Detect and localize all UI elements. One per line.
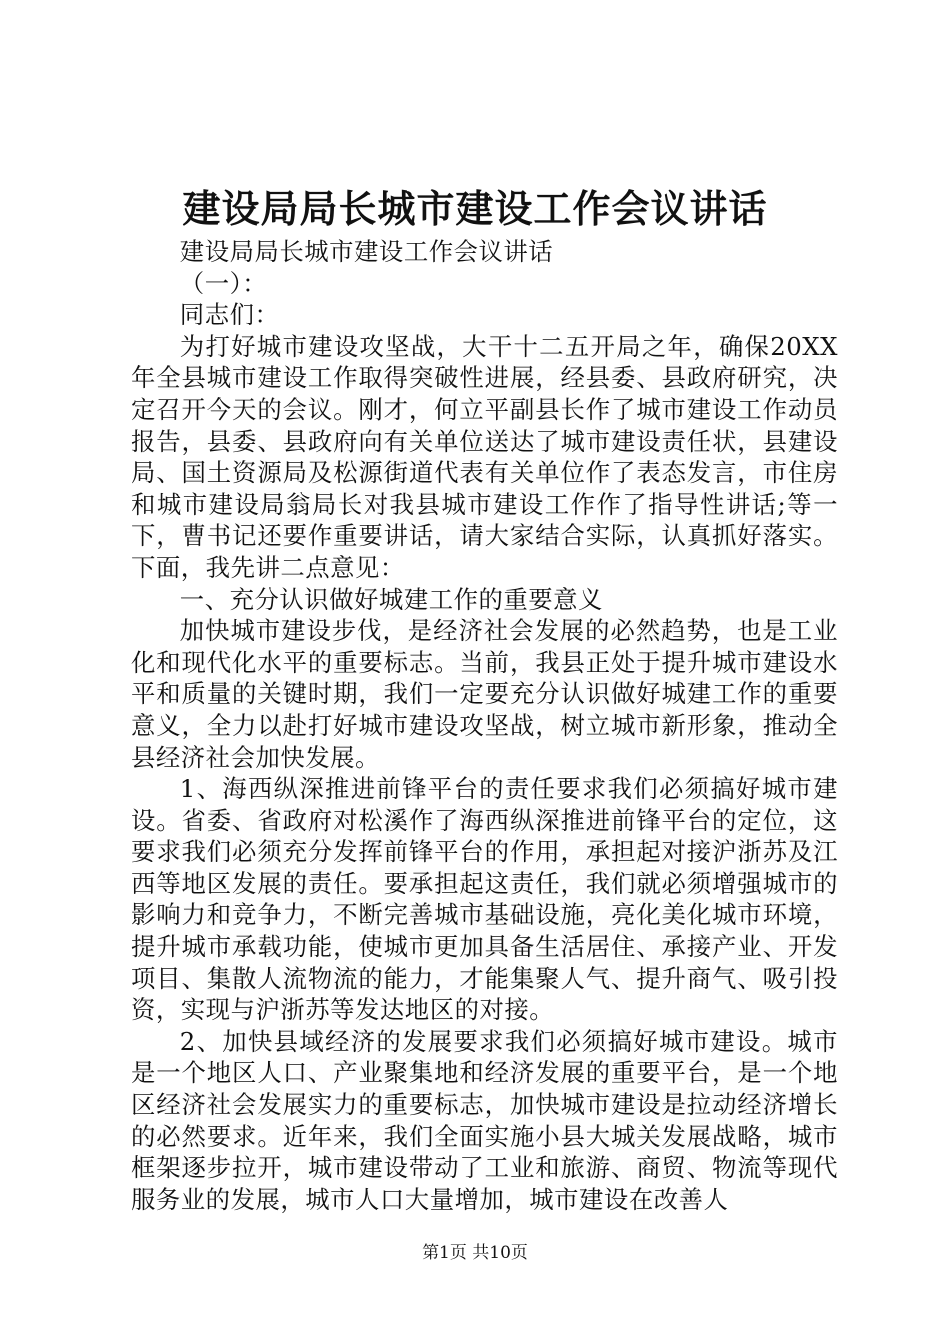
- body-paragraph: 加快城市建设步伐，是经济社会发展的必然趋势，也是工业化和现代化水平的重要标志。当前，我县正处于提升城市建设水平和质量的关键时期，我们一定要充分认识做好城建工作的重要意义，全力以赴打好城市建设攻坚战，树立城市新形象，推动全县经济社会加快发展。: [131, 616, 838, 772]
- document-body: [131, 236, 838, 1215]
- body-paragraph: 2、加快县域经济的发展要求我们必须搞好城市建设。城市是一个地区人口、产业聚集地和经济发展的重要平台，是一个地区经济社会发展实力的重要标志，加快城市建设是拉动经济增长的必然要求。近年来，我们全面实施小县大城关发展战略，城市框架逐步拉开，城市建设带动了工业和旅游、商贸、物流等现代服务业的发展，城市人口大量增加，城市建设在改善人: [131, 1026, 838, 1214]
- body-paragraph: （一）：: [179, 268, 268, 298]
- page-footer: 第1页 共10页: [422, 1243, 528, 1263]
- body-paragraph: 建设局局长城市建设工作会议讲话: [179, 237, 554, 266]
- body-paragraph: 同志们：: [179, 300, 280, 330]
- section-heading: 一、充分认识做好城建工作的重要意义: [179, 584, 603, 614]
- document-title: 建设局局长城市建设工作会议讲话: [182, 186, 768, 231]
- body-paragraph: 为打好城市建设攻坚战，大干十二五开局之年，确保20XX年全县城市建设工作取得突破性进展，经县委、县政府研究，决定召开今天的会议。刚才，何立平副县长作了城市建设工作动员报告，县委、县政府向有关单位送达了城市建设责任状，县建设局、国土资源局及松源街道代表有关单位作了表态发言，市住房和城市建设局翁局长对我县城市建设工作作了指导性讲话;等一下，曹书记还要作重要讲话，请大家结合实际，认真抓好落实。下面，我先讲二点意见：: [131, 331, 838, 582]
- body-paragraph: 1、海西纵深推进前锋平台的责任要求我们必须搞好城市建设。省委、省政府对松溪作了海西纵深推进前锋平台的定位，这要求我们必须充分发挥前锋平台的作用，承担起对接沪浙苏及江西等地区发展的责任。要承担起这责任，我们就必须增强城市的影响力和竞争力，不断完善城市基础设施，亮化美化城市环境，提升城市承载功能，使城市更加具备生活居住、承接产业、开发项目、集散人流物流的能力，才能集聚人气、提升商气、吸引投资，实现与沪浙苏等发达地区的对接。: [131, 774, 838, 1025]
